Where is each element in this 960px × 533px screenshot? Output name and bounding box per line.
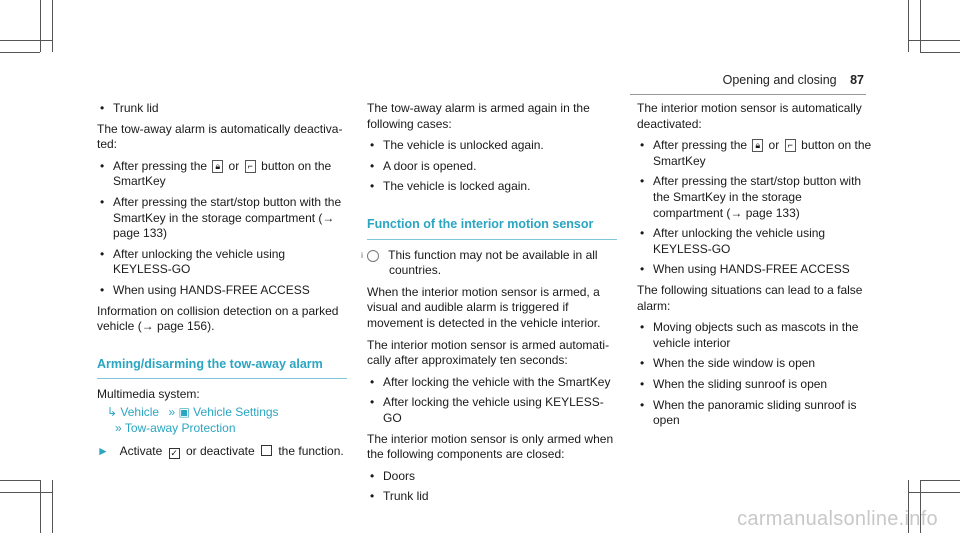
menu-path — [97, 405, 347, 421]
watermark: carmanualsonline.info — [737, 508, 938, 530]
list-item: • After unlocking the vehicle using KEYLESS-GO — [97, 247, 347, 278]
double-chevron-icon: » — [168, 404, 176, 419]
crop-mark — [920, 0, 921, 52]
lock-key-icon: 🔒︎ — [752, 139, 763, 152]
paragraph: The interior motion sensor is only armed when the following components are closed: — [367, 431, 614, 462]
paragraph: When the interior motion sensor is armed, a visual and audible alarm is triggered if movement is detected in the vehicle interior. — [367, 284, 601, 330]
list-item: • When the sliding sunroof is open — [637, 377, 873, 393]
list-item: • After pressing the start/stop button with the SmartKey in the storage compartment (→ page 133) — [637, 174, 873, 221]
list-item: • A door is opened. — [367, 159, 617, 175]
page-header — [723, 73, 864, 87]
column-left — [97, 101, 347, 460]
crop-mark — [908, 0, 909, 52]
section-heading: Arming/disarming the tow-away alarm — [97, 357, 347, 380]
menu-arrow-icon: ↳ — [107, 404, 118, 419]
list-item: • After locking the vehicle using KEYLESS-GO — [367, 395, 617, 426]
header-rule — [630, 94, 866, 95]
trunk-key-icon: ⌐ — [785, 139, 796, 152]
crop-mark — [920, 52, 960, 53]
double-chevron-icon: » — [115, 420, 122, 435]
paragraph: The interior motion sensor is armed automatically after approximately ten seconds: — [367, 337, 610, 368]
action-arrow-icon: ► — [97, 444, 109, 459]
action-line: ► Activate ✓ or deactivate the function. — [97, 444, 344, 459]
crop-mark — [0, 52, 40, 53]
column-middle — [361, 101, 617, 510]
list-item: • When the panoramic sliding sunroof is open — [637, 398, 873, 429]
list-item: • When using HANDS-FREE ACCESS — [637, 262, 873, 278]
list-item: • Moving objects such as mascots in the vehicle interior — [637, 320, 873, 351]
list-item: • Trunk lid — [367, 489, 617, 505]
trunk-key-icon: ⌐ — [245, 160, 256, 173]
checkbox-unchecked-icon — [261, 445, 272, 456]
crop-mark — [40, 480, 41, 533]
paragraph: The interior motion sensor is automatically deactivated: — [637, 101, 862, 131]
list-item: • Doors — [367, 469, 617, 485]
paragraph: Information on collision detection on a parked vehicle (→ page 156). — [97, 303, 339, 334]
list-item: • After unlocking the vehicle using KEYLESS-GO — [637, 226, 873, 257]
list-item: • When the side window is open — [637, 356, 873, 372]
paragraph: The tow-away alarm is armed again in the following cases: — [367, 101, 590, 131]
note: i This function may not be available in all countries. — [361, 247, 598, 278]
list-item: • When using HANDS-FREE ACCESS — [97, 283, 347, 299]
crop-mark — [40, 0, 41, 52]
path-vehicle-settings[interactable]: Vehicle Settings — [193, 404, 279, 419]
crop-mark — [908, 492, 960, 493]
crop-mark — [52, 0, 53, 52]
path-tow-away-protection[interactable]: Tow-away Protection — [124, 420, 236, 435]
path-vehicle[interactable]: Vehicle — [120, 404, 160, 419]
list-item: • After pressing the 🔒︎ or ⌐ button on the SmartKey — [637, 138, 873, 169]
list-item: • After pressing the 🔒︎ or ⌐ button on the SmartKey — [97, 159, 347, 190]
crop-mark — [0, 40, 52, 41]
crop-mark — [0, 480, 40, 481]
list-item: • The vehicle is unlocked again. — [367, 138, 617, 154]
page-number: 87 — [850, 73, 864, 87]
multimedia-label: Multimedia system: — [97, 387, 200, 402]
section-heading: Function of the interior motion sensor — [367, 217, 617, 240]
crop-mark — [920, 480, 960, 481]
checkbox-checked-icon: ✓ — [170, 448, 178, 459]
lock-key-icon: 🔒︎ — [212, 160, 223, 173]
list-item: • After locking the vehicle with the SmartKey — [367, 375, 617, 391]
list-item: • After pressing the start/stop button with the SmartKey in the storage compartment (→ page 133) — [97, 195, 347, 242]
column-right — [637, 101, 873, 434]
car-settings-icon: ▣ — [178, 404, 190, 419]
paragraph: The tow-away alarm is automatically deactivated: — [97, 121, 343, 152]
menu-path-2 — [97, 421, 347, 437]
info-icon: i — [367, 250, 379, 262]
list-item: • Trunk lid — [97, 101, 347, 117]
list-item: • The vehicle is locked again. — [367, 179, 617, 195]
crop-mark — [908, 40, 960, 41]
chapter-title: Opening and closing — [722, 73, 837, 87]
crop-mark — [0, 492, 52, 493]
paragraph: The following situations can lead to a false alarm: — [637, 282, 863, 313]
crop-mark — [52, 480, 53, 533]
